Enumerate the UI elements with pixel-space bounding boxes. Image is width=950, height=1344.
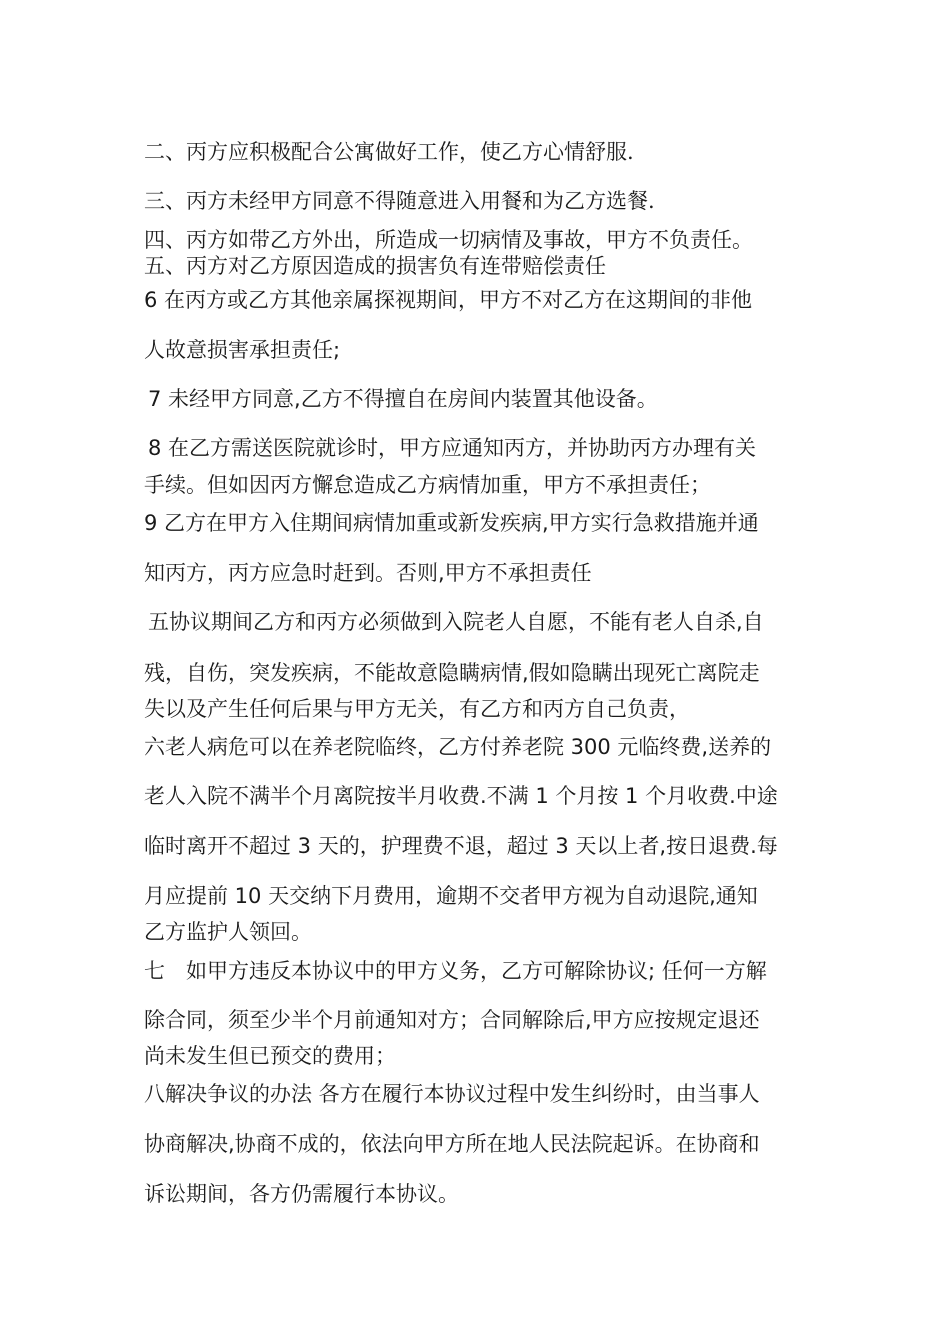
item-6-line-1: 6 在丙方或乙方其他亲属探视期间，甲方不对乙方在这期间的非他 [144,288,753,312]
section-8-line-3: 诉讼期间，各方仍需履行本协议。 [144,1182,459,1206]
section-5-line-1: 五协议期间乙方和丙方必须做到入院老人自愿，不能有老人自杀,自 [148,610,764,634]
item-9-line-1: 9 乙方在甲方入住期间病情加重或新发疾病,甲方实行急救措施并通 [144,511,759,535]
section-5-line-2: 残，自伤，突发疾病，不能故意隐瞒病情,假如隐瞒出现死亡离院走 [144,661,760,685]
section-6-line-4: 月应提前 10 天交纳下月费用，逾期不交者甲方视为自动退院,通知 [144,884,758,908]
item-8-line-2: 手续。但如因丙方懈怠造成乙方病情加重，甲方不承担责任； [144,473,711,497]
section-6-line-3: 临时离开不超过 3 天的，护理费不退，超过 3 天以上者,按日退费.每 [144,834,778,858]
section-6-line-2: 老人入院不满半个月离院按半月收费.不满 1 个月按 1 个月收费.中途 [144,784,778,808]
clause-5-line: 五、丙方对乙方原因造成的损害负有连带赔偿责任 [144,254,606,278]
section-8-line-2: 协商解决,协商不成的，依法向甲方所在地人民法院起诉。在协商和 [144,1132,760,1156]
section-7-line-1: 七 如甲方违反本协议中的甲方义务，乙方可解除协议; 任何一方解 [144,959,767,983]
section-5-line-3: 失以及产生任何后果与甲方无关，有乙方和丙方自己负责， [144,697,690,721]
section-7-line-2: 除合同，须至少半个月前通知对方；合同解除后,甲方应按规定退还 [144,1008,760,1032]
item-9-line-2: 知丙方，丙方应急时赶到。否则,甲方不承担责任 [144,561,592,585]
item-7-line: 7 未经甲方同意,乙方不得擅自在房间内装置其他设备。 [148,387,658,411]
clause-3-line: 三、丙方未经甲方同意不得随意进入用餐和为乙方选餐. [144,189,655,213]
section-8-line-1: 八解决争议的办法 各方在履行本协议过程中发生纠纷时，由当事人 [144,1082,760,1106]
item-6-line-2: 人故意损害承担责任; [144,338,341,362]
section-6-line-1: 六老人病危可以在养老院临终，乙方付养老院 300 元临终费,送养的 [144,735,772,759]
section-6-line-5: 乙方监护人领回。 [144,920,312,944]
clause-2-line: 二、丙方应积极配合公寓做好工作，使乙方心情舒服. [144,140,634,164]
section-7-line-3: 尚未发生但已预交的费用； [144,1044,396,1068]
clause-4-line: 四、丙方如带乙方外出，所造成一切病情及事故，甲方不负责任。 [144,228,753,252]
item-8-line-1: 8 在乙方需送医院就诊时，甲方应通知丙方，并协助丙方办理有关 [148,436,757,460]
